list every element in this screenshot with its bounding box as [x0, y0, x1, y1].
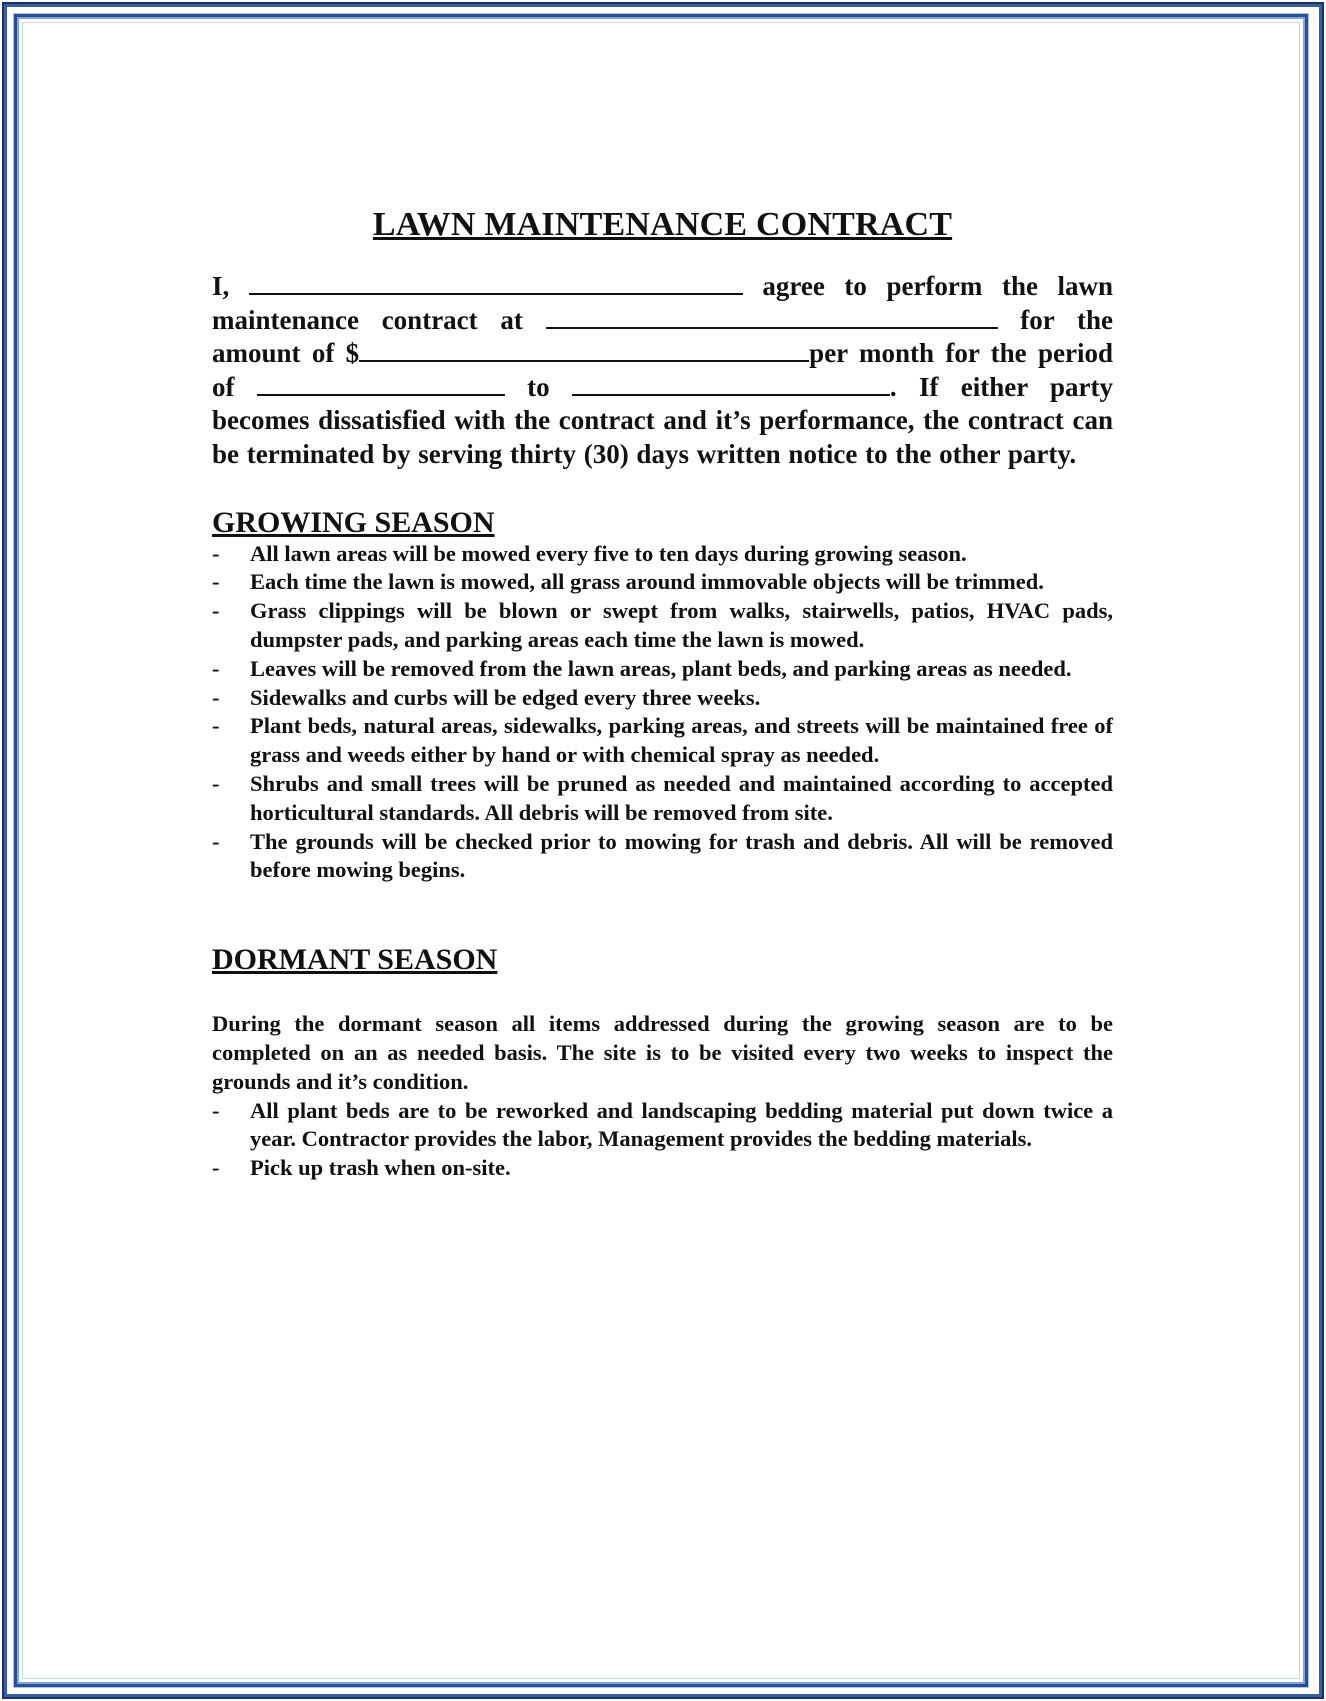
list-item-text: All lawn areas will be mowed every five to ten days during growing season. — [250, 540, 967, 566]
bullet-dash: - — [212, 770, 220, 796]
list-item — [212, 597, 1113, 655]
growing-season-list — [212, 540, 1113, 886]
bullet-dash: - — [212, 828, 220, 854]
list-item — [212, 1097, 1113, 1155]
document-body — [212, 206, 1113, 1183]
list-item-text: The grounds will be checked prior to mowing for trash and debris. All will be removed before mowing begins. — [250, 828, 1113, 883]
intro-text-2: agree to perform the lawn maintenance contract at — [212, 271, 1114, 335]
list-item-text: Sidewalks and curbs will be edged every three weeks. — [250, 684, 761, 710]
bullet-dash: - — [212, 1097, 220, 1123]
period-end-blank[interactable] — [572, 374, 890, 396]
intro-text-5: to — [527, 371, 550, 402]
list-item-text: Leaves will be removed from the lawn areas, plant beds, and parking areas as needed. — [250, 655, 1072, 681]
list-item-text: Plant beds, natural areas, sidewalks, parking areas, and streets will be maintained free of grass and weeds either by hand or with chemical spray as needed. — [250, 713, 1113, 768]
bullet-dash: - — [212, 569, 220, 595]
list-item-text: Pick up trash when on-site. — [250, 1155, 511, 1181]
bullet-dash: - — [212, 713, 220, 739]
list-item-text: All plant beds are to be reworked and landscaping bedding material put down twice a year. Contractor provides the labor, Management provides the bedding materials. — [250, 1097, 1113, 1152]
intro-text-6: . If either party becomes dissatisfied with the contract and it’s performance, the contract can be terminated by serving thirty (30) days written notice to the other party. — [212, 371, 1113, 469]
list-item — [212, 568, 1113, 597]
list-item — [212, 540, 1113, 569]
list-item-text: Shrubs and small trees will be pruned as needed and maintained according to accepted horticultural standards. All debris will be removed from site. — [250, 770, 1113, 825]
list-item — [212, 770, 1113, 828]
list-item — [212, 1154, 1113, 1183]
address-blank[interactable] — [546, 307, 998, 329]
amount-blank[interactable] — [359, 340, 809, 362]
contractor-name-blank[interactable] — [249, 273, 743, 295]
growing-season-heading: GROWING SEASON — [212, 505, 495, 539]
bullet-dash: - — [212, 655, 220, 681]
document-title: LAWN MAINTENANCE CONTRACT — [372, 206, 953, 243]
list-item-text: Each time the lawn is mowed, all grass around immovable objects will be trimmed. — [250, 569, 1044, 595]
intro-text-4: per month for the period of — [212, 338, 1113, 402]
list-item — [212, 828, 1113, 886]
list-item — [212, 655, 1113, 684]
bullet-dash: - — [212, 684, 220, 710]
list-item — [212, 684, 1113, 713]
list-item-text: Grass clippings will be blown or swept from walks, stairwells, patios, HVAC pads, dumpster pads, and parking areas each time the lawn is mowed. — [250, 598, 1113, 652]
bullet-dash: - — [212, 1155, 220, 1181]
period-start-blank[interactable] — [257, 374, 505, 396]
bullet-dash: - — [212, 540, 220, 566]
dormant-season-heading: DORMANT SEASON — [212, 943, 498, 977]
list-item — [212, 712, 1113, 770]
bullet-dash: - — [212, 598, 220, 624]
intro-text-1: I, — [212, 271, 230, 301]
dormant-season-list — [212, 1097, 1113, 1183]
intro-text-3: for the amount of $ — [212, 304, 1113, 369]
dormant-season-paragraph: During the dormant season all items addressed during the growing season are to be completed on an as needed basis. The site is to be visited every two weeks to inspect the grounds and it’s condition. — [212, 1011, 1113, 1094]
intro-paragraph — [212, 270, 1113, 472]
